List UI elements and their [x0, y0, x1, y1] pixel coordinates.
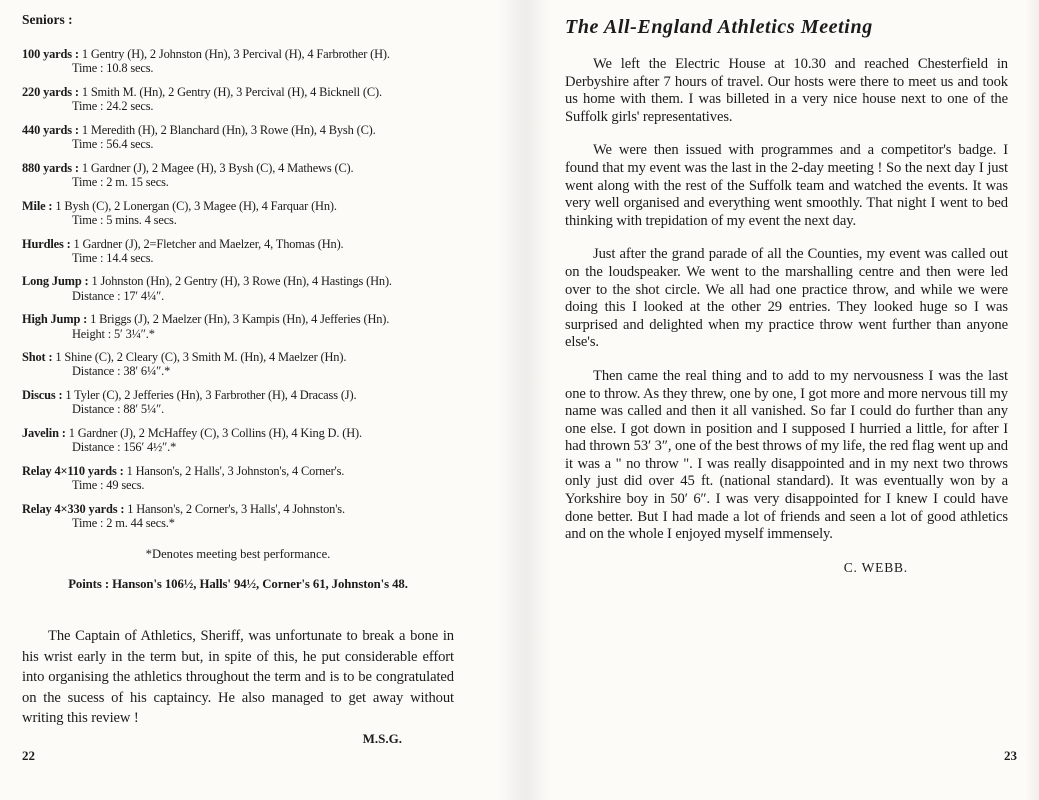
event-result-shot [22, 350, 454, 378]
left-article-signature: M.S.G. [362, 730, 402, 746]
asterisk-footnote: *Denotes meeting best performance. [145, 547, 331, 562]
event-result-440-yards [22, 123, 454, 151]
event-placings: 1 Tyler (C), 2 Jefferies (Hn), 3 Farbrother (H), 4 Dracass (J). [65, 388, 357, 403]
house-points-totals: Points : Hanson's 106½, Halls' 94½, Corner's 61, Johnston's 48. [68, 577, 408, 592]
event-result-long-jump [22, 274, 454, 302]
event-label: 220 yards : [22, 84, 79, 99]
captain-review-paragraph: The Captain of Athletics, Sheriff, was unfortunate to break a bone in his wrist early in the term but, in spite of this, he put considerable effort into organising the athletics throughout the term and is to be congratulated on the sucess of his captaincy. He also managed to get away without writing this review ! [22, 628, 454, 727]
page-number-right: 23 [1004, 748, 1017, 763]
event-placings: 1 Hanson's, 2 Corner's, 3 Halls', 4 Johnston's. [127, 501, 345, 516]
event-detail: Distance : 38′ 6¼″.* [72, 364, 171, 379]
page-gutter-shadow [498, 0, 550, 800]
event-result-relay-4x330 [22, 502, 454, 530]
right-page [565, 16, 1008, 589]
event-detail: Distance : 156′ 4½″.* [72, 440, 177, 455]
event-detail: Distance : 88′ 5¼″. [72, 402, 165, 417]
event-label: Hurdles : [22, 236, 71, 251]
event-placings: 1 Shine (C), 2 Cleary (C), 3 Smith M. (Hn), 4 Maelzer (Hn). [55, 350, 347, 365]
event-result-880-yards [22, 161, 454, 189]
event-label: 880 yards : [22, 160, 79, 175]
event-detail: Time : 5 mins. 4 secs. [72, 212, 177, 227]
event-label: Relay 4×330 yards : [22, 501, 125, 516]
event-label: Mile : [22, 198, 53, 213]
event-placings: 1 Smith M. (Hn), 2 Gentry (H), 3 Percival (H), 4 Bicknell (C). [81, 84, 382, 99]
event-result-hurdles [22, 237, 454, 265]
event-placings: 1 Bysh (C), 2 Lonergan (C), 3 Magee (H), 4 Farquar (Hn). [55, 198, 337, 213]
event-detail: Height : 5′ 3¼″.* [72, 326, 155, 341]
event-result-220-yards [22, 85, 454, 113]
event-result-relay-4x110 [22, 464, 454, 492]
event-detail: Time : 14.4 secs. [72, 250, 154, 265]
event-detail: Time : 49 secs. [72, 478, 145, 493]
event-placings: 1 Gardner (J), 2 Magee (H), 3 Bysh (C), 4 Mathews (C). [81, 160, 354, 175]
event-detail: Time : 2 m. 15 secs. [72, 174, 169, 189]
event-placings: 1 Meredith (H), 2 Blanchard (Hn), 3 Rowe (Hn), 4 Bysh (C). [81, 122, 376, 137]
event-result-100-yards [22, 47, 454, 75]
event-detail: Time : 10.8 secs. [72, 61, 154, 76]
event-result-javelin [22, 426, 454, 454]
event-label: 440 yards : [22, 122, 79, 137]
page-edge-shadow [1025, 0, 1039, 800]
event-label: High Jump : [22, 312, 88, 327]
event-placings: 1 Gardner (J), 2=Fletcher and Maelzer, 4, Thomas (Hn). [73, 236, 344, 251]
event-result-discus [22, 388, 454, 416]
event-label: Long Jump : [22, 274, 89, 289]
event-label: Relay 4×110 yards : [22, 463, 124, 478]
event-result-high-jump [22, 312, 454, 340]
event-label: 100 yards : [22, 47, 79, 61]
article-paragraph-1: We left the Electric House at 10.30 and reached Chesterfield in Derbyshire after 7 hours of travel. Our hosts were there to meet us and took us home with them. I was billeted in a very nice house next to one of the Suffolk girls' representatives. [565, 56, 1008, 125]
event-detail: Distance : 17′ 4¼″. [72, 288, 165, 303]
event-detail: Time : 2 m. 44 secs.* [72, 516, 175, 531]
article-paragraph-4: Then came the real thing and to add to my nervousness I was the last one to throw. As they threw, one by one, I got more and more nervous till my name was called and then it all vanished. So far I could do further than any one else. I got down in position and I supposed I hurried a little, for after I had thrown 53′ 3″, one of the best throws of my life, the red flag went up and it was a " no throw ". I was really disappointed and in my next two throws only just did over 45 ft. (national standard). It was eventually won by a Yorkshire boy in 50′ 6″. I was very disappointed for I knew I could have done better. But I had made a lot of friends and seen a lot of good athletics and on the whole I enjoyed myself immensely. [565, 367, 1008, 543]
left-page [22, 12, 454, 747]
event-placings: 1 Johnston (Hn), 2 Gentry (H), 3 Rowe (Hn), 4 Hastings (Hn). [91, 274, 392, 289]
event-label: Discus : [22, 388, 63, 403]
article-paragraph-3: Just after the grand parade of all the Counties, my event was called out on the loudspeaker. We went to the marshalling centre and then were led over to the shot circle. We all had one practice throw, and while we were doing this I looked at the other 29 entries. They looked huge so I was surprised and delighted when my practice throw went further than anyone else's. [565, 246, 1008, 351]
event-placings: 1 Hanson's, 2 Halls', 3 Johnston's, 4 Corner's. [126, 463, 345, 478]
page-number-left: 22 [22, 748, 35, 763]
right-article-signature: C. WEBB. [843, 559, 908, 575]
event-label: Javelin : [22, 426, 66, 441]
event-placings: 1 Gardner (J), 2 McHaffey (C), 3 Collins (H), 4 King D. (H). [68, 426, 362, 441]
event-result-mile [22, 199, 454, 227]
event-placings: 1 Briggs (J), 2 Maelzer (Hn), 3 Kampis (Hn), 4 Jefferies (Hn). [90, 312, 390, 327]
event-detail: Time : 56.4 secs. [72, 137, 154, 152]
seniors-heading: Seniors : [22, 12, 73, 27]
event-detail: Time : 24.2 secs. [72, 99, 154, 114]
event-label: Shot : [22, 350, 53, 365]
event-placings: 1 Gentry (H), 2 Johnston (Hn), 3 Percival (H), 4 Farbrother (H). [81, 47, 390, 61]
article-title: The All-England Athletics Meeting [565, 16, 873, 38]
article-paragraph-2: We were then issued with programmes and a competitor's badge. I found that my event was the last in the 2-day meeting ! So the next day I just went along with the rest of the Suffolk team and watched the events. It was very well organised and everything went smoothly. That night I went to bed thinking with trepidation of my event the next day. [565, 142, 1008, 229]
